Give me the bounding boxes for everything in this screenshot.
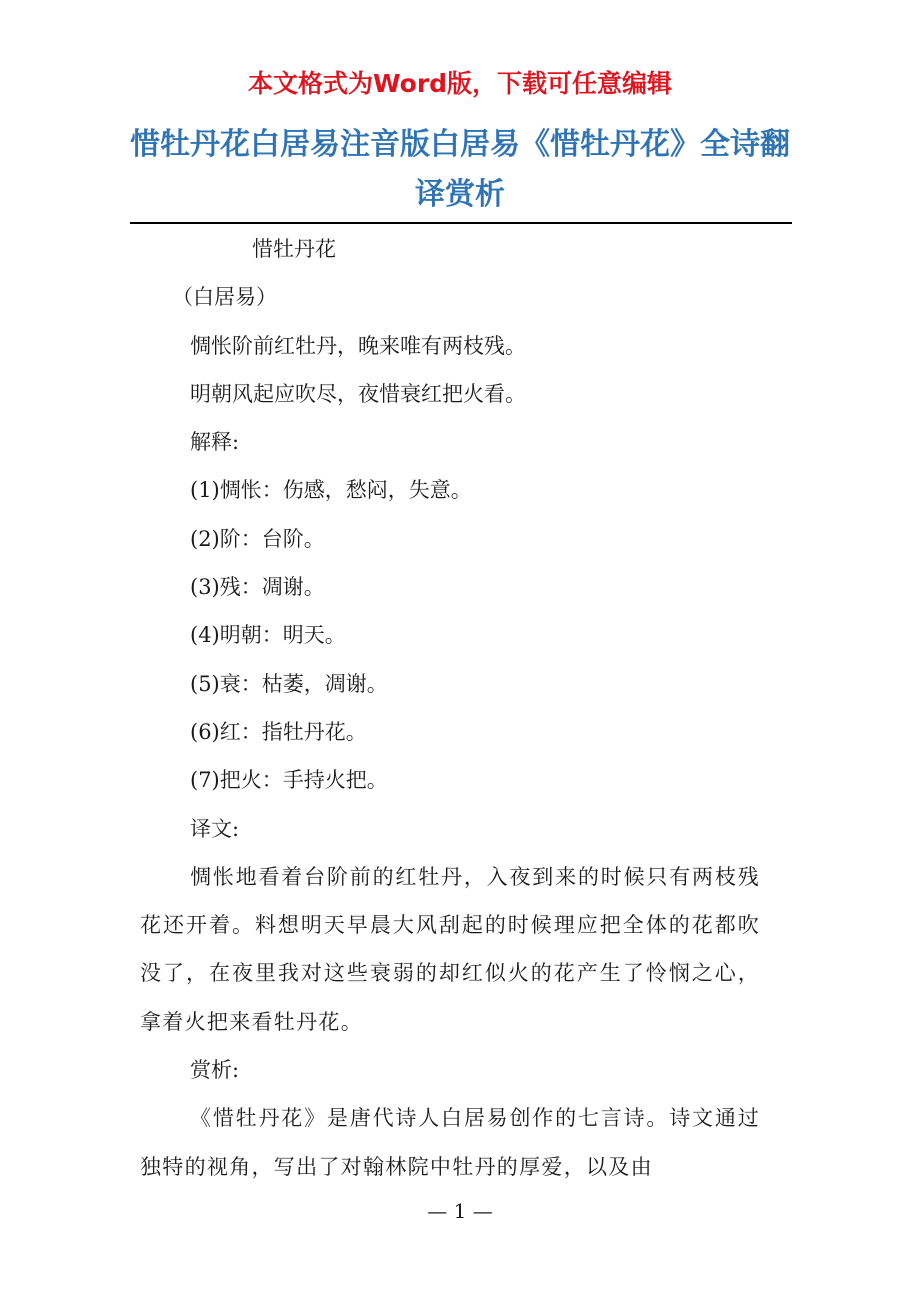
- page-number: — 1 —: [427, 1199, 493, 1223]
- notes-heading: 解释:: [190, 430, 240, 455]
- poem-author: （白居易）: [172, 285, 277, 310]
- translation-paragraph: 惆怅地看着台阶前的红牡丹，入夜到来的时候只有两枝残花还开着。料想明天早晨大风刮起的时候理应把全体的花都吹没了，在夜里我对这些衰弱的却红似火的花产生了怜悯之心，拿着火把来看牡丹花。: [140, 864, 760, 1034]
- note-item: (1)惆怅：伤感，愁闷，失意。: [190, 478, 472, 503]
- title-divider: [130, 222, 792, 224]
- note-item: (3)残：凋谢。: [190, 575, 325, 600]
- format-banner: 本文格式为Word版，下载可任意编辑: [247, 69, 673, 98]
- document-title: 惜牡丹花白居易注音版白居易《惜牡丹花》全诗翻译赏析: [130, 127, 790, 212]
- note-item: (5)衰：枯萎，凋谢。: [190, 671, 388, 696]
- appreciation-paragraph: 《惜牡丹花》是唐代诗人白居易创作的七言诗。诗文通过独特的视角，写出了对翰林院中牡丹的厚爱，以及由: [140, 1106, 760, 1179]
- note-item: (7)把火：手持火把。: [190, 768, 388, 793]
- note-item: (2)阶：台阶。: [190, 526, 325, 551]
- document-body: [140, 225, 760, 1191]
- poem-title: 惜牡丹花: [252, 237, 336, 261]
- appreciation-heading: 赏析:: [190, 1058, 240, 1083]
- note-item: (6)红：指牡丹花。: [190, 719, 367, 744]
- poem-line: 惆怅阶前红牡丹，晚来唯有两枝残。: [190, 333, 526, 358]
- translation-heading: 译文:: [190, 816, 240, 841]
- poem-line: 明朝风起应吹尽，夜惜衰红把火看。: [190, 381, 526, 406]
- note-item: (4)明朝：明天。: [190, 623, 346, 648]
